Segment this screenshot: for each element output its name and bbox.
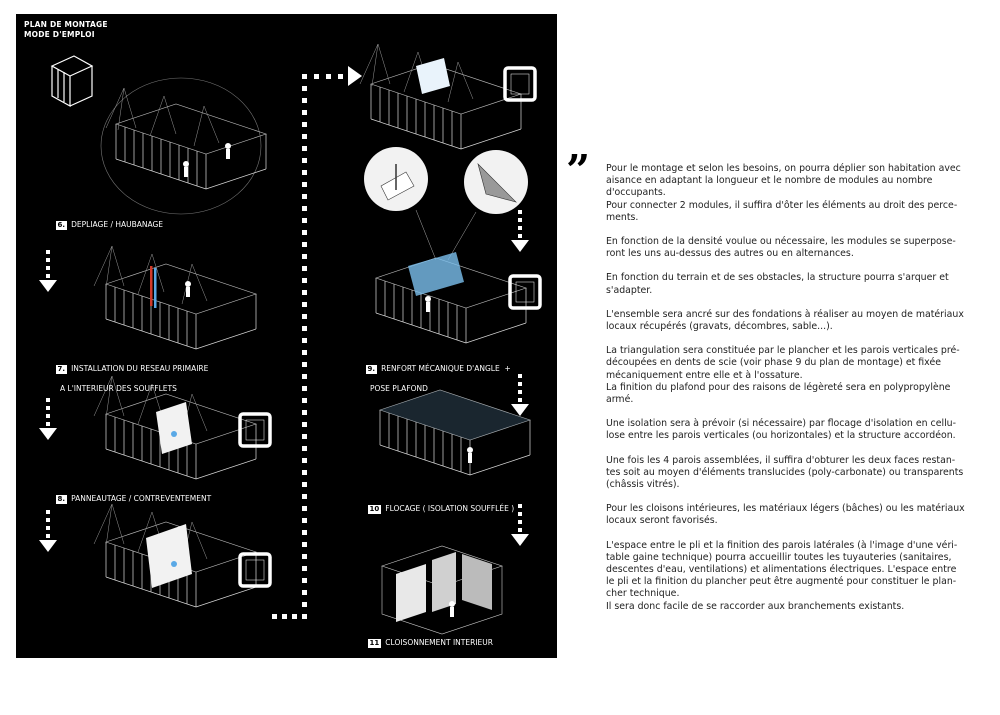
assembly-plan-panel [16,14,557,695]
step-number: 7. [57,364,66,373]
plan-title-line: PLAN DE MONTAGE [24,20,108,29]
step-text: FLOCAGE ( ISOLATION SOUFFLÉE ) [385,503,515,513]
step-7-label [46,354,208,412]
ceiling-module-graphic [360,44,521,149]
step-text: RENFORT MÉCANIQUE D'ANGLE + [381,363,511,373]
step-text-line3: POSE ET RACCORDEMENT RÉSEAUX [372,686,508,695]
step-number: 8. [57,494,66,503]
interior-partition-graphic [382,546,502,634]
folded-module-graphic [52,56,92,106]
section-frame-icon [505,68,535,100]
paragraph: Une isolation sera à prévoir (si nécessaire) par flocage d'isolation en cellu- lose entre les parois verticales (ou horizontales) et la structure accordéon. [606,418,956,442]
arrow-down-icon [39,250,57,292]
step-text: PANNEAUTAGE / CONTREVENTEMENT [71,493,212,503]
step-number: 10 [369,504,380,513]
step-number: 9. [367,364,376,373]
plan-title [24,20,108,40]
quote-mark: ” [566,146,591,195]
panel-graphic-2 [94,504,256,607]
corner-detail-graphic [364,147,528,343]
step-number: 6. [57,220,66,229]
description-text [606,163,978,625]
step-10-label [358,494,514,524]
paragraph: L'ensemble sera ancré sur des fondations à réaliser au moyen de matériaux locaux récupérés (gravats, décombres, sable...). [606,308,964,333]
assembly-diagram [16,14,557,658]
step-text-line2: POSE PLAFOND [370,383,428,393]
plan-subtitle-line: MODE D'EMPLOI [24,30,95,39]
paragraph: Pour les cloisons intérieures, les matériaux légers (bâches) ou les matériaux locaux seront favorisés. [606,503,965,527]
paragraph: En fonction de la densité voulue ou nécessaire, les modules se superpose- ront les uns au-dessus des autres ou en alternances. [606,236,956,260]
paragraph: L'espace entre le pli et la finition des parois latérales (à l'image d'une véri- table gaine technique) pourra accueillir toutes les tuyauteries (sanitaires, descentes d'eau, ventilations) et alimentations électriques. L'espace entre le pli et la finition du plancher peut être augmenté pour constituer le plan- cher technique. Il sera donc facile de se raccorder aux branchements existants. [606,539,958,612]
paragraph: Une fois les 4 parois assemblées, il suffira d'obturer les deux faces restan- tes soit au moyen d'éléments translucides (poly-carbonate) ou transparents (châssis vitrés). [606,454,964,491]
arrow-down-icon [511,374,529,416]
paragraph: Pour le montage et selon les besoins, on pourra déplier son habitation avec aisance en adaptant la longueur et le nombre de modules au nombre d'occupants. Pour connecter 2 modules, il suffira d'ôter les éléments au droit des perce- ments. [606,163,961,223]
paragraph: En fonction du terrain et de ses obstacles, la structure pourra s'arquer et s'adapter. [606,272,949,296]
section-frame-icon [240,414,270,446]
step-text-line2: POSE PLANCHER TECHNIQUE [372,657,482,667]
step-text-line2: A L'INTERIEUR DES SOUFFLETS [60,383,177,393]
paragraph: La triangulation sera constituée par le plancher et les parois verticales pré- découpées en dents de scie (voir phase 9 du plan de montage) et fixée mécaniquement entre elle et à l'ossature. La finition du plafond pour des raisons de légèreté sera en polypropylène armé. [606,345,960,406]
step-8-label [46,484,211,514]
sequence-connector [272,66,362,619]
step-6-label [46,210,163,240]
step-text: CLOISONNEMENT INTERIEUR [385,637,493,647]
step-number: 11 [369,638,380,647]
arrow-down-icon [511,210,529,252]
step-text: DEPLIAGE / HAUBANAGE [71,219,164,229]
arrow-down-icon [39,510,57,552]
primary-network-graphic [94,246,256,349]
step-11-label [358,628,507,715]
step-text: INSTALLATION DU RESEAU PRIMAIRE [71,363,209,373]
unfolding-module-graphic [101,78,266,214]
step-9-label [356,354,511,412]
section-frame-icon [240,554,270,586]
